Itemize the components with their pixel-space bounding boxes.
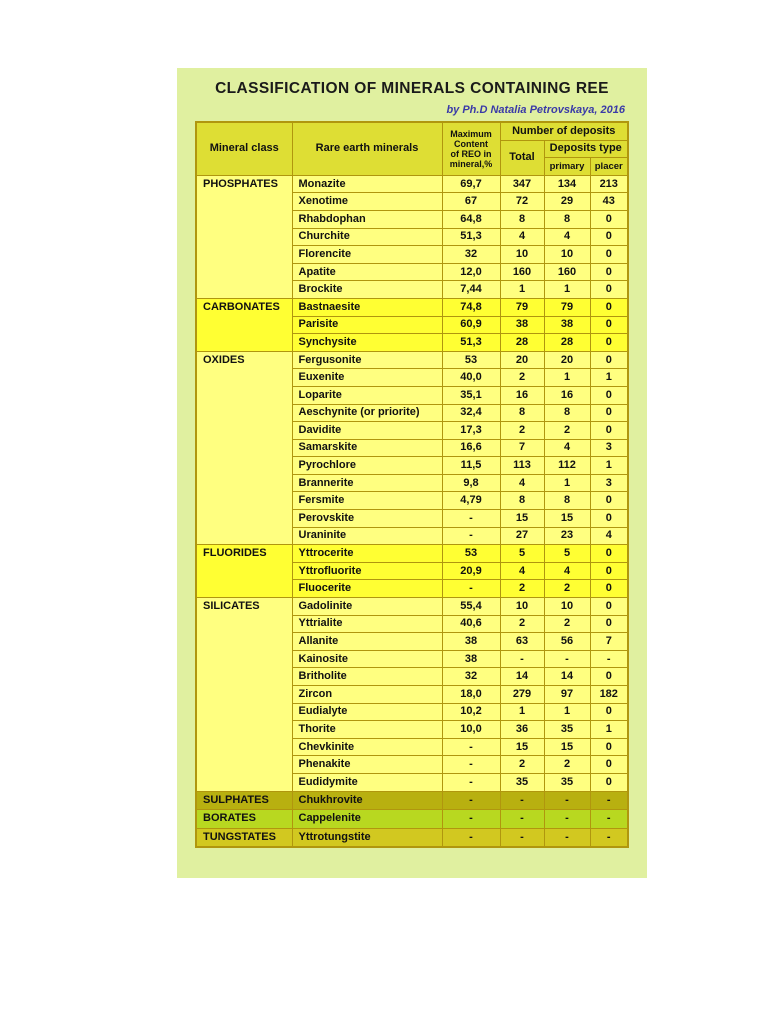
placer-deposits-cell: 1 xyxy=(590,721,628,739)
table-row xyxy=(196,175,628,193)
primary-deposits-cell: 4 xyxy=(544,562,590,580)
max-content-cell: 38 xyxy=(442,633,500,651)
primary-deposits-cell: - xyxy=(544,828,590,847)
max-content-cell: 9,8 xyxy=(442,474,500,492)
max-content-cell: - xyxy=(442,510,500,528)
total-deposits-cell: 10 xyxy=(500,598,544,616)
poster xyxy=(177,68,647,878)
minerals-table xyxy=(195,121,629,848)
header-deposits-type: Deposits type xyxy=(544,140,628,158)
table-row xyxy=(196,828,628,847)
total-deposits-cell: 5 xyxy=(500,545,544,563)
max-content-cell: 12,0 xyxy=(442,263,500,281)
total-deposits-cell: - xyxy=(500,650,544,668)
total-deposits-cell: 72 xyxy=(500,193,544,211)
placer-deposits-cell: 0 xyxy=(590,773,628,791)
max-content-cell: - xyxy=(442,773,500,791)
mineral-class-cell: FLUORIDES xyxy=(196,545,292,598)
placer-deposits-cell: 0 xyxy=(590,738,628,756)
max-content-cell: - xyxy=(442,580,500,598)
mineral-name-cell: Fersmite xyxy=(292,492,442,510)
mineral-name-cell: Parisite xyxy=(292,316,442,334)
total-deposits-cell: 2 xyxy=(500,615,544,633)
max-content-cell: 53 xyxy=(442,351,500,369)
placer-deposits-cell: 0 xyxy=(590,545,628,563)
placer-deposits-cell: 0 xyxy=(590,210,628,228)
mineral-name-cell: Gadolinite xyxy=(292,598,442,616)
placer-deposits-cell: 0 xyxy=(590,228,628,246)
placer-deposits-cell: - xyxy=(590,810,628,829)
mineral-class-cell: OXIDES xyxy=(196,351,292,545)
total-deposits-cell: 2 xyxy=(500,369,544,387)
primary-deposits-cell: 2 xyxy=(544,580,590,598)
mineral-name-cell: Uraninite xyxy=(292,527,442,545)
mineral-class-cell: CARBONATES xyxy=(196,298,292,351)
max-content-cell: 10,0 xyxy=(442,721,500,739)
total-deposits-cell: 14 xyxy=(500,668,544,686)
primary-deposits-cell: 15 xyxy=(544,510,590,528)
total-deposits-cell: 2 xyxy=(500,580,544,598)
primary-deposits-cell: 35 xyxy=(544,721,590,739)
placer-deposits-cell: 7 xyxy=(590,633,628,651)
primary-deposits-cell: 23 xyxy=(544,527,590,545)
max-content-cell: 51,3 xyxy=(442,334,500,352)
mineral-name-cell: Thorite xyxy=(292,721,442,739)
max-content-cell: 60,9 xyxy=(442,316,500,334)
header-total: Total xyxy=(500,140,544,175)
mineral-name-cell: Davidite xyxy=(292,422,442,440)
mineral-name-cell: Eudidymite xyxy=(292,773,442,791)
header-max-content-line: mineral,% xyxy=(449,158,493,169)
table-header xyxy=(196,122,628,175)
primary-deposits-cell: - xyxy=(544,650,590,668)
primary-deposits-cell: 160 xyxy=(544,263,590,281)
table-body xyxy=(196,175,628,847)
primary-deposits-cell: 14 xyxy=(544,668,590,686)
primary-deposits-cell: 29 xyxy=(544,193,590,211)
mineral-name-cell: Chukhrovite xyxy=(292,791,442,810)
primary-deposits-cell: 1 xyxy=(544,369,590,387)
placer-deposits-cell: 0 xyxy=(590,615,628,633)
placer-deposits-cell: 0 xyxy=(590,756,628,774)
mineral-name-cell: Kainosite xyxy=(292,650,442,668)
total-deposits-cell: 35 xyxy=(500,773,544,791)
placer-deposits-cell: 4 xyxy=(590,527,628,545)
mineral-name-cell: Apatite xyxy=(292,263,442,281)
max-content-cell: 40,6 xyxy=(442,615,500,633)
primary-deposits-cell: 1 xyxy=(544,474,590,492)
placer-deposits-cell: 0 xyxy=(590,422,628,440)
total-deposits-cell: 28 xyxy=(500,334,544,352)
mineral-name-cell: Eudialyte xyxy=(292,703,442,721)
page-title: CLASSIFICATION OF MINERALS CONTAINING REE xyxy=(215,80,609,97)
primary-deposits-cell: 28 xyxy=(544,334,590,352)
mineral-name-cell: Loparite xyxy=(292,386,442,404)
primary-deposits-cell: 97 xyxy=(544,686,590,704)
placer-deposits-cell: 0 xyxy=(590,281,628,299)
mineral-name-cell: Yttrotungstite xyxy=(292,828,442,847)
primary-deposits-cell: - xyxy=(544,810,590,829)
placer-deposits-cell: 0 xyxy=(590,386,628,404)
mineral-name-cell: Phenakite xyxy=(292,756,442,774)
mineral-name-cell: Yttrocerite xyxy=(292,545,442,563)
total-deposits-cell: - xyxy=(500,810,544,829)
max-content-cell: - xyxy=(442,738,500,756)
max-content-cell: 64,8 xyxy=(442,210,500,228)
placer-deposits-cell: 3 xyxy=(590,439,628,457)
primary-deposits-cell: 5 xyxy=(544,545,590,563)
mineral-name-cell: Allanite xyxy=(292,633,442,651)
primary-deposits-cell: 10 xyxy=(544,598,590,616)
max-content-cell: 4,79 xyxy=(442,492,500,510)
total-deposits-cell: 2 xyxy=(500,422,544,440)
mineral-name-cell: Florencite xyxy=(292,246,442,264)
total-deposits-cell: 4 xyxy=(500,474,544,492)
primary-deposits-cell: 1 xyxy=(544,703,590,721)
primary-deposits-cell: 15 xyxy=(544,738,590,756)
mineral-class-cell: SULPHATES xyxy=(196,791,292,810)
placer-deposits-cell: 0 xyxy=(590,316,628,334)
mineral-class-cell: TUNGSTATES xyxy=(196,828,292,847)
placer-deposits-cell: 0 xyxy=(590,351,628,369)
total-deposits-cell: 347 xyxy=(500,175,544,193)
primary-deposits-cell: 2 xyxy=(544,422,590,440)
author-credit: by Ph.D Natalia Petrovskaya, 2016 xyxy=(446,104,625,116)
max-content-cell: 69,7 xyxy=(442,175,500,193)
placer-deposits-cell: 1 xyxy=(590,457,628,475)
placer-deposits-cell: 0 xyxy=(590,510,628,528)
primary-deposits-cell: 8 xyxy=(544,492,590,510)
placer-deposits-cell: 0 xyxy=(590,404,628,422)
max-content-cell: 11,5 xyxy=(442,457,500,475)
header-number-of-deposits: Number of deposits xyxy=(500,122,628,140)
primary-deposits-cell: 35 xyxy=(544,773,590,791)
placer-deposits-cell: 0 xyxy=(590,298,628,316)
primary-deposits-cell: 8 xyxy=(544,210,590,228)
mineral-name-cell: Pyrochlore xyxy=(292,457,442,475)
total-deposits-cell: 279 xyxy=(500,686,544,704)
table-row xyxy=(196,598,628,616)
placer-deposits-cell: 0 xyxy=(590,263,628,281)
max-content-cell: - xyxy=(442,527,500,545)
total-deposits-cell: 79 xyxy=(500,298,544,316)
placer-deposits-cell: 0 xyxy=(590,703,628,721)
mineral-name-cell: Perovskite xyxy=(292,510,442,528)
mineral-name-cell: Samarskite xyxy=(292,439,442,457)
max-content-cell: 32,4 xyxy=(442,404,500,422)
total-deposits-cell: 15 xyxy=(500,510,544,528)
primary-deposits-cell: 56 xyxy=(544,633,590,651)
placer-deposits-cell: 1 xyxy=(590,369,628,387)
mineral-name-cell: Fluocerite xyxy=(292,580,442,598)
placer-deposits-cell: 0 xyxy=(590,492,628,510)
max-content-cell: 53 xyxy=(442,545,500,563)
total-deposits-cell: 16 xyxy=(500,386,544,404)
mineral-class-cell: PHOSPHATES xyxy=(196,175,292,298)
mineral-name-cell: Brannerite xyxy=(292,474,442,492)
primary-deposits-cell: 1 xyxy=(544,281,590,299)
total-deposits-cell: 1 xyxy=(500,703,544,721)
placer-deposits-cell: 0 xyxy=(590,668,628,686)
mineral-name-cell: Monazite xyxy=(292,175,442,193)
mineral-class-cell: SILICATES xyxy=(196,598,292,792)
total-deposits-cell: 8 xyxy=(500,492,544,510)
total-deposits-cell: 63 xyxy=(500,633,544,651)
primary-deposits-cell: 4 xyxy=(544,228,590,246)
placer-deposits-cell: 0 xyxy=(590,246,628,264)
max-content-cell: 55,4 xyxy=(442,598,500,616)
mineral-name-cell: Churchite xyxy=(292,228,442,246)
max-content-cell: - xyxy=(442,810,500,829)
header-rare-earth-minerals: Rare earth minerals xyxy=(292,122,442,175)
max-content-cell: 17,3 xyxy=(442,422,500,440)
max-content-cell: 16,6 xyxy=(442,439,500,457)
total-deposits-cell: 160 xyxy=(500,263,544,281)
max-content-cell: 40,0 xyxy=(442,369,500,387)
header-placer: placer xyxy=(590,158,628,176)
total-deposits-cell: 8 xyxy=(500,404,544,422)
placer-deposits-cell: 3 xyxy=(590,474,628,492)
primary-deposits-cell: - xyxy=(544,791,590,810)
total-deposits-cell: 38 xyxy=(500,316,544,334)
total-deposits-cell: 1 xyxy=(500,281,544,299)
table-row xyxy=(196,810,628,829)
total-deposits-cell: 10 xyxy=(500,246,544,264)
mineral-class-cell: BORATES xyxy=(196,810,292,829)
total-deposits-cell: 113 xyxy=(500,457,544,475)
total-deposits-cell: 2 xyxy=(500,756,544,774)
placer-deposits-cell: - xyxy=(590,828,628,847)
table-row xyxy=(196,545,628,563)
total-deposits-cell: 36 xyxy=(500,721,544,739)
max-content-cell: - xyxy=(442,756,500,774)
header-primary: primary xyxy=(544,158,590,176)
max-content-cell: 32 xyxy=(442,668,500,686)
total-deposits-cell: - xyxy=(500,828,544,847)
header-max-content xyxy=(442,122,500,175)
header-mineral-class: Mineral class xyxy=(196,122,292,175)
primary-deposits-cell: 2 xyxy=(544,756,590,774)
total-deposits-cell: 27 xyxy=(500,527,544,545)
placer-deposits-cell: 0 xyxy=(590,580,628,598)
max-content-cell: 74,8 xyxy=(442,298,500,316)
total-deposits-cell: 4 xyxy=(500,228,544,246)
mineral-name-cell: Euxenite xyxy=(292,369,442,387)
mineral-name-cell: Zircon xyxy=(292,686,442,704)
mineral-name-cell: Britholite xyxy=(292,668,442,686)
max-content-cell: - xyxy=(442,791,500,810)
total-deposits-cell: 7 xyxy=(500,439,544,457)
mineral-name-cell: Brockite xyxy=(292,281,442,299)
mineral-name-cell: Aeschynite (or priorite) xyxy=(292,404,442,422)
primary-deposits-cell: 20 xyxy=(544,351,590,369)
max-content-cell: 20,9 xyxy=(442,562,500,580)
primary-deposits-cell: 79 xyxy=(544,298,590,316)
table-row xyxy=(196,791,628,810)
placer-deposits-cell: - xyxy=(590,650,628,668)
mineral-name-cell: Cappelenite xyxy=(292,810,442,829)
primary-deposits-cell: 10 xyxy=(544,246,590,264)
max-content-cell: 67 xyxy=(442,193,500,211)
header-max-content-line: of REO in xyxy=(450,148,492,159)
primary-deposits-cell: 112 xyxy=(544,457,590,475)
total-deposits-cell: 8 xyxy=(500,210,544,228)
max-content-cell: 35,1 xyxy=(442,386,500,404)
total-deposits-cell: 4 xyxy=(500,562,544,580)
primary-deposits-cell: 2 xyxy=(544,615,590,633)
mineral-name-cell: Yttrialite xyxy=(292,615,442,633)
max-content-cell: 38 xyxy=(442,650,500,668)
primary-deposits-cell: 134 xyxy=(544,175,590,193)
max-content-cell: - xyxy=(442,828,500,847)
total-deposits-cell: 20 xyxy=(500,351,544,369)
placer-deposits-cell: 0 xyxy=(590,334,628,352)
max-content-cell: 7,44 xyxy=(442,281,500,299)
total-deposits-cell: - xyxy=(500,791,544,810)
max-content-cell: 18,0 xyxy=(442,686,500,704)
max-content-cell: 51,3 xyxy=(442,228,500,246)
primary-deposits-cell: 16 xyxy=(544,386,590,404)
primary-deposits-cell: 4 xyxy=(544,439,590,457)
placer-deposits-cell: 213 xyxy=(590,175,628,193)
mineral-name-cell: Bastnaesite xyxy=(292,298,442,316)
mineral-name-cell: Xenotime xyxy=(292,193,442,211)
max-content-cell: 32 xyxy=(442,246,500,264)
mineral-name-cell: Synchysite xyxy=(292,334,442,352)
max-content-cell: 10,2 xyxy=(442,703,500,721)
mineral-name-cell: Fergusonite xyxy=(292,351,442,369)
total-deposits-cell: 15 xyxy=(500,738,544,756)
mineral-name-cell: Chevkinite xyxy=(292,738,442,756)
placer-deposits-cell: 43 xyxy=(590,193,628,211)
placer-deposits-cell: 0 xyxy=(590,562,628,580)
table-row xyxy=(196,298,628,316)
placer-deposits-cell: 0 xyxy=(590,598,628,616)
placer-deposits-cell: - xyxy=(590,791,628,810)
mineral-name-cell: Rhabdophan xyxy=(292,210,442,228)
placer-deposits-cell: 182 xyxy=(590,686,628,704)
header-max-content-line: Content xyxy=(454,138,488,149)
primary-deposits-cell: 38 xyxy=(544,316,590,334)
table-row xyxy=(196,351,628,369)
header-max-content-line: Maximum xyxy=(450,128,492,139)
primary-deposits-cell: 8 xyxy=(544,404,590,422)
mineral-name-cell: Yttrofluorite xyxy=(292,562,442,580)
